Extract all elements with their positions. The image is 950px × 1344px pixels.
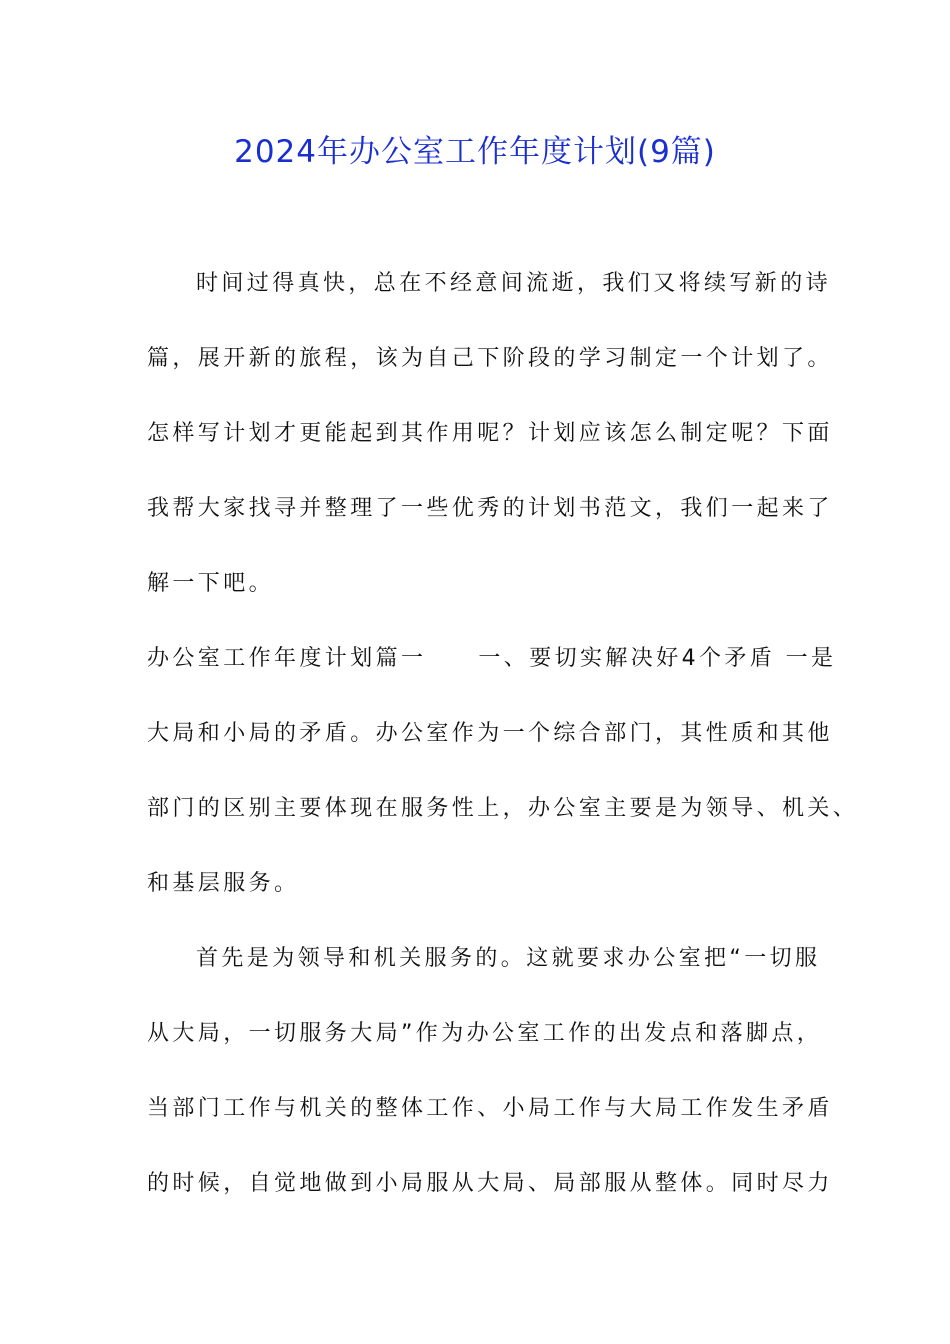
paragraph-line: 首先是为领导和机关服务的。这就要求办公室把“一切服	[196, 946, 821, 971]
paragraph-line: 篇，展开新的旅程，该为自己下阶段的学习制定一个计划了。	[147, 346, 833, 371]
document-title: 2024年办公室工作年度计划(9篇)	[234, 134, 716, 170]
section-subheading: 一、要切实解决好4个矛盾 一是	[478, 646, 837, 671]
paragraph-line: 解一下吧。	[147, 571, 275, 596]
paragraph-line: 的时候，自觉地做到小局服从大局、局部服从整体。同时尽力	[147, 1171, 833, 1196]
paragraph-line: 当部门工作与机关的整体工作、小局工作与大局工作发生矛盾	[147, 1096, 833, 1121]
paragraph-line: 时间过得真快，总在不经意间流逝，我们又将续写新的诗	[196, 271, 832, 296]
section-heading-line	[147, 644, 836, 674]
paragraph-line: 部门的区别主要体现在服务性上，办公室主要是为领导、机关、	[147, 796, 859, 821]
paragraph-line: 和基层服务。	[147, 871, 300, 896]
paragraph-line: 怎样写计划才更能起到其作用呢？计划应该怎么制定呢？下面	[147, 421, 833, 446]
paragraph-line: 从大局，一切服务大局”作为办公室工作的出发点和落脚点，	[147, 1021, 823, 1046]
section-heading: 办公室工作年度计划篇一	[147, 646, 427, 671]
paragraph-line: 我帮大家找寻并整理了一些优秀的计划书范文，我们一起来了	[147, 496, 833, 521]
paragraph-line: 大局和小局的矛盾。办公室作为一个综合部门，其性质和其他	[147, 721, 833, 746]
